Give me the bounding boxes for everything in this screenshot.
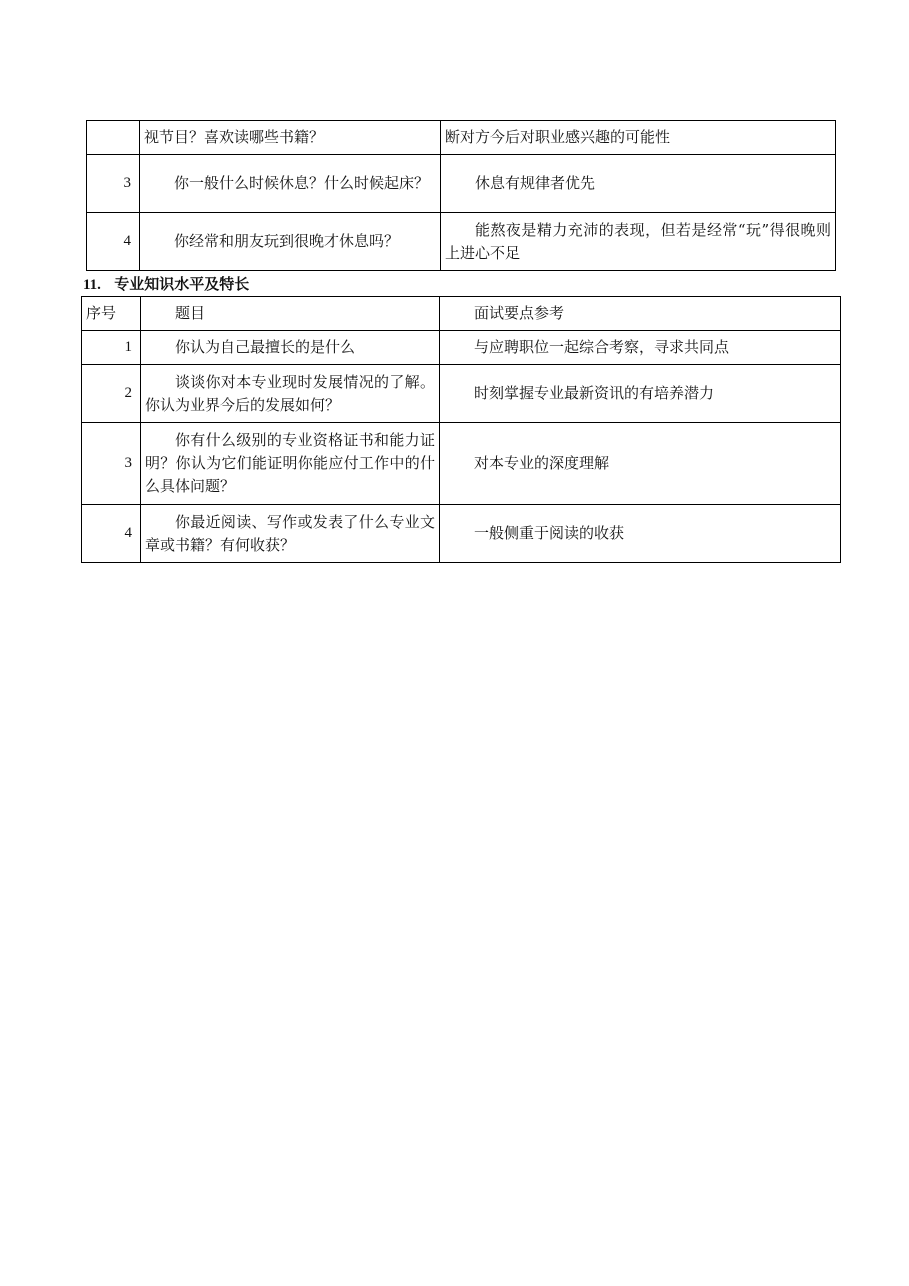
row-number: 4	[82, 505, 141, 563]
question-cell: 你一般什么时候休息？什么时候起床？	[140, 155, 441, 213]
question-cell: 你最近阅读、写作或发表了什么专业文章或书籍？有何收获？	[141, 505, 440, 563]
reference-cell: 能熬夜是精力充沛的表现，但若是经常“玩”得很晚则上进心不足	[441, 213, 836, 271]
reference-cell: 时刻掌握专业最新资讯的有培养潜力	[440, 365, 841, 423]
reference-cell: 对本专业的深度理解	[440, 423, 841, 505]
professional-knowledge-table	[81, 296, 841, 563]
table-row	[82, 365, 841, 423]
table-row	[87, 213, 836, 271]
table-row	[82, 505, 841, 563]
section-title: 专业知识水平及特长	[114, 275, 250, 293]
row-number: 1	[82, 331, 141, 365]
reference-cell: 休息有规律者优先	[441, 155, 836, 213]
question-cell: 你经常和朋友玩到很晚才休息吗？	[140, 213, 441, 271]
section-number: 11.	[83, 277, 101, 293]
table-row	[82, 423, 841, 505]
row-number: 4	[87, 213, 140, 271]
question-cell: 你有什么级别的专业资格证书和能力证明？你认为它们能证明你能应付工作中的什么具体问题？	[141, 423, 440, 505]
section-heading	[83, 274, 249, 295]
question-cell: 谈谈你对本专业现时发展情况的了解。你认为业界今后的发展如何？	[141, 365, 440, 423]
table-row	[87, 155, 836, 213]
row-number: 2	[82, 365, 141, 423]
header-reference: 面试要点参考	[440, 297, 841, 331]
question-cell: 你认为自己最擅长的是什么	[141, 331, 440, 365]
reference-cell: 与应聘职位一起综合考察，寻求共同点	[440, 331, 841, 365]
continued-interview-table	[86, 120, 836, 271]
header-num: 序号	[82, 297, 141, 331]
row-number: 3	[82, 423, 141, 505]
reference-cell: 断对方今后对职业感兴趣的可能性	[441, 121, 836, 155]
reference-cell: 一般侧重于阅读的收获	[440, 505, 841, 563]
question-cell: 视节目？喜欢读哪些书籍？	[140, 121, 441, 155]
table-row	[87, 121, 836, 155]
row-number: 3	[87, 155, 140, 213]
header-question: 题目	[141, 297, 440, 331]
table-header-row	[82, 297, 841, 331]
row-number	[87, 121, 140, 155]
table-row	[82, 331, 841, 365]
